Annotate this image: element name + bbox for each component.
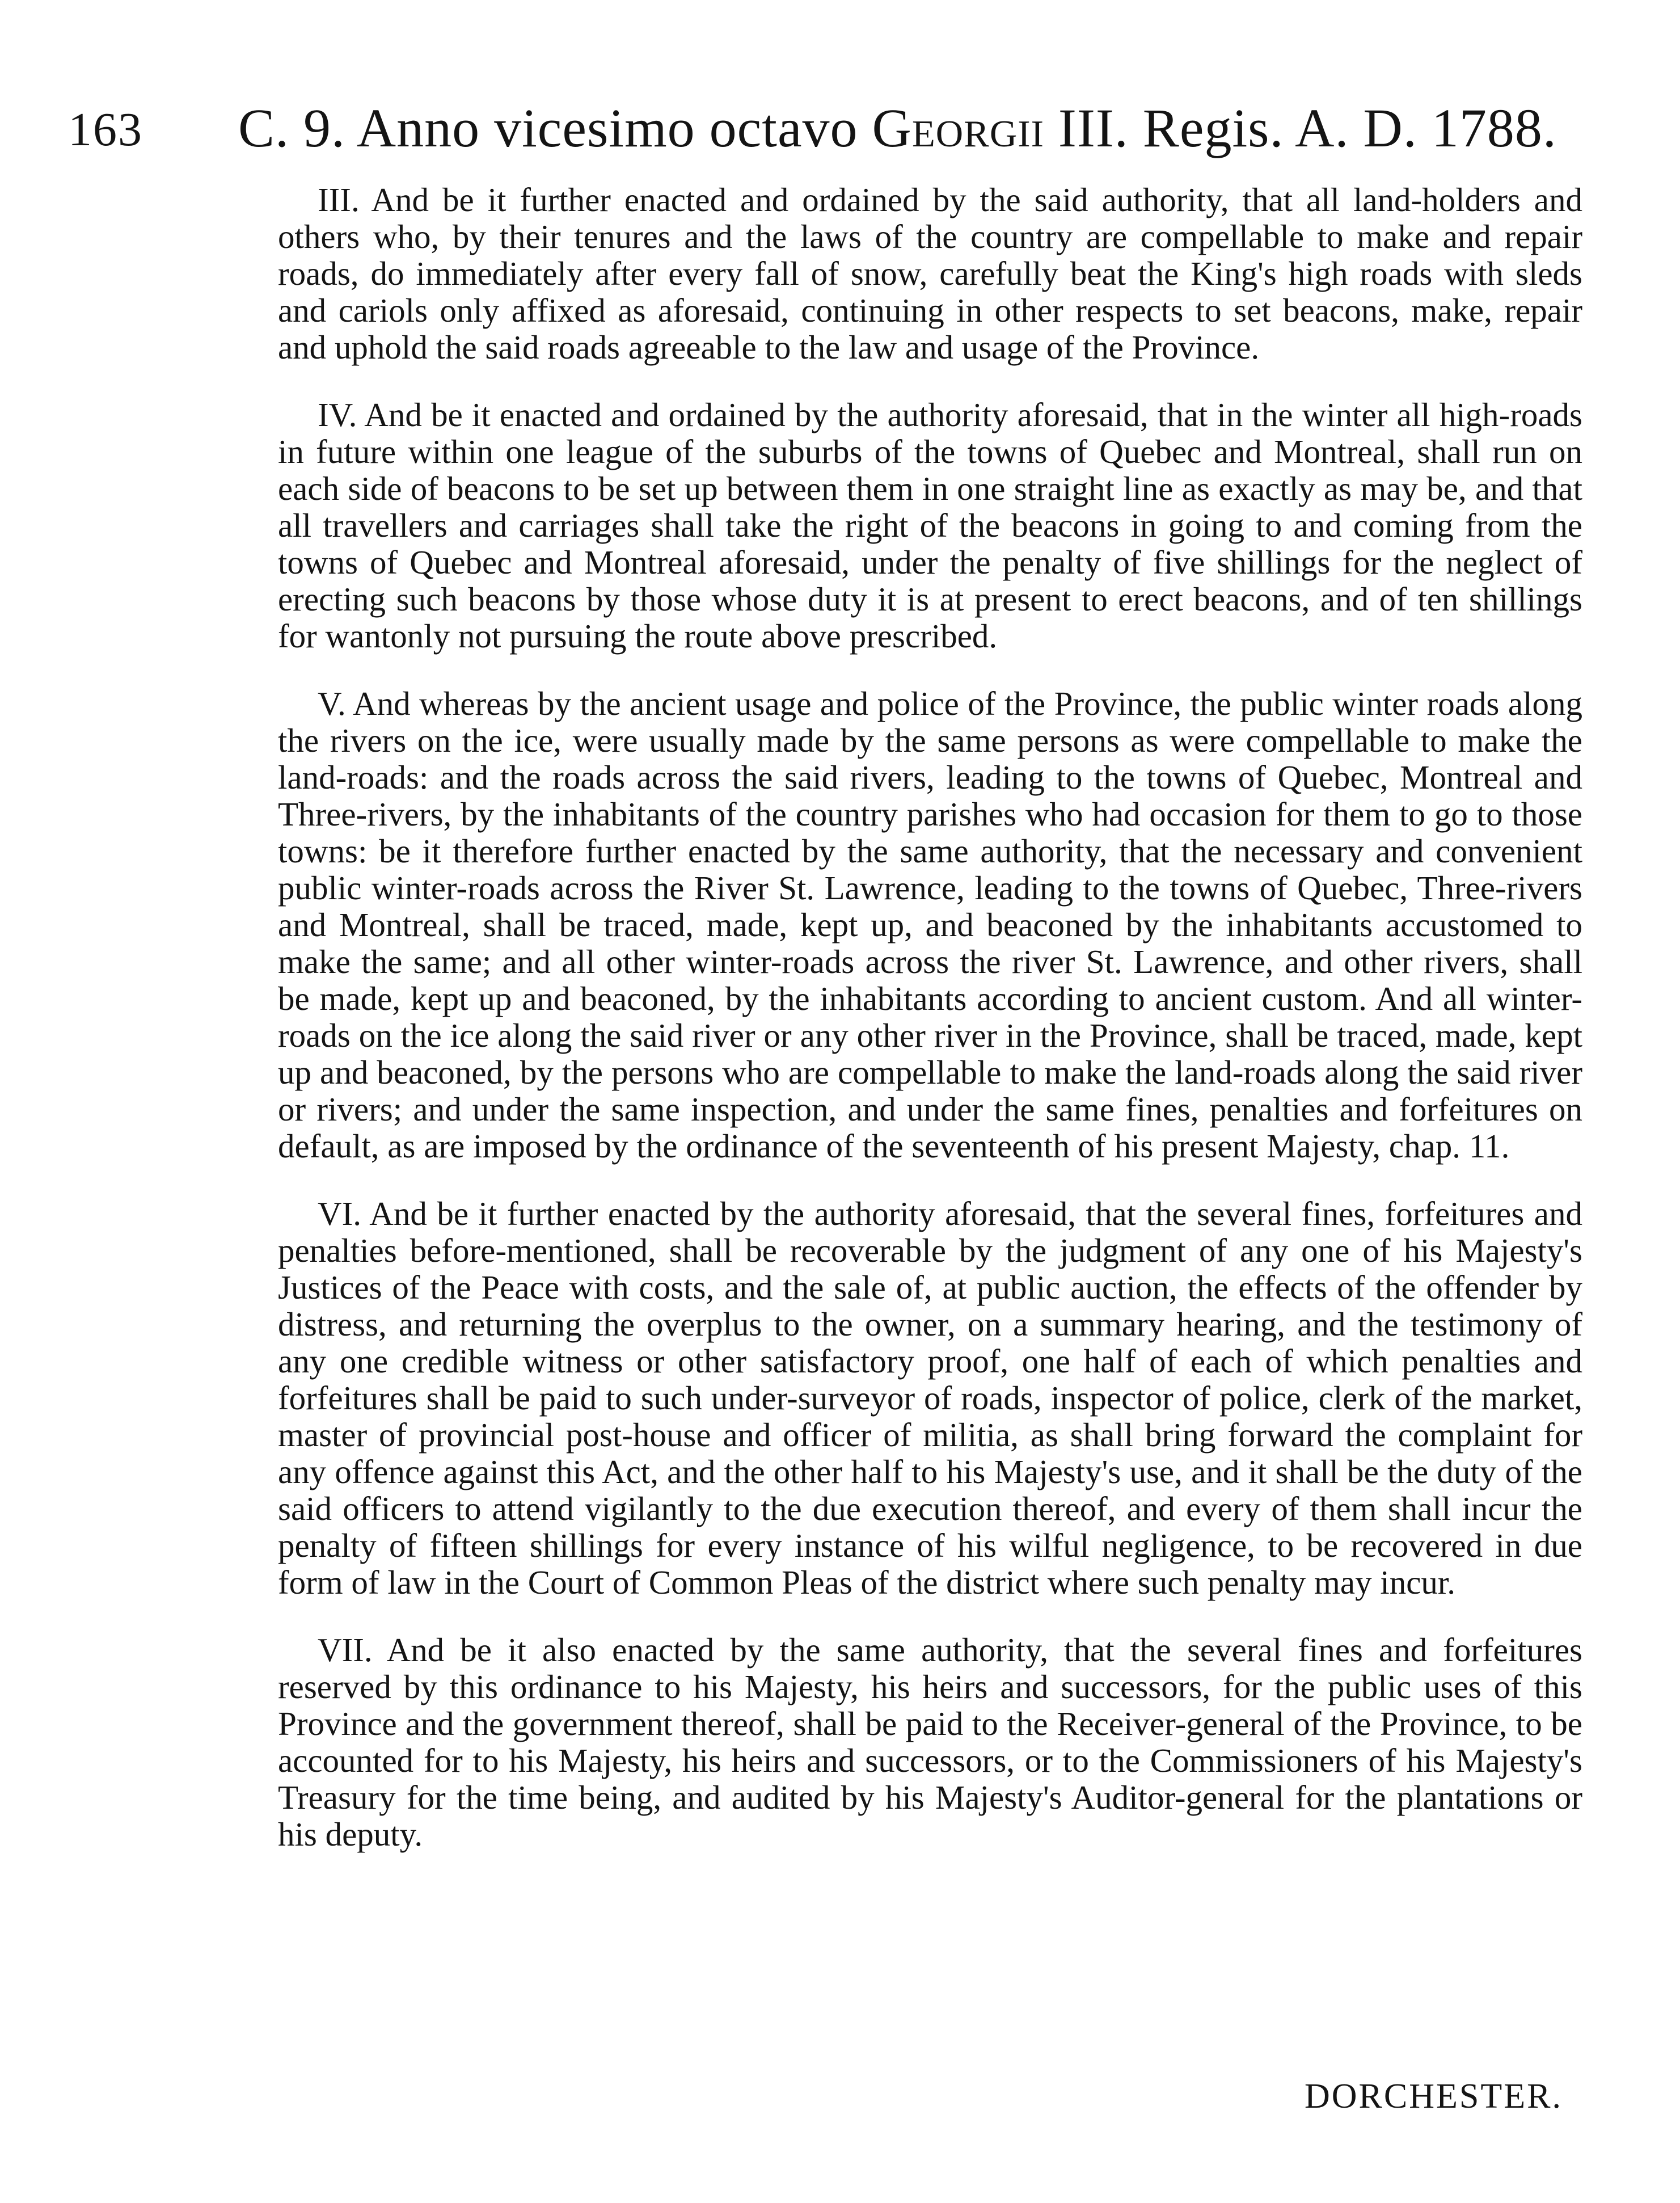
chapter-number: C. 9. (238, 98, 346, 158)
running-head (238, 96, 1557, 159)
section-text: VII. And be it also enacted by the same authority, that the several fines and forfeitures reserved by this ordinance to his Majesty, his heirs and successors, for the public uses of this Province and the government thereof, shall be paid to the Receiver-general of the Province, to be accounted for to his Majesty, his heirs and successors, or to the Commissioners of his Majesty's Treasury for the time being, and audited by his Majesty's Auditor-general for the plantations or his deputy. (278, 1631, 1582, 1853)
page-header (68, 96, 1599, 176)
year: 1788. (1431, 98, 1557, 158)
title-prefix: Anno vicesimo octavo (356, 98, 858, 158)
section-text: V. And whereas by the ancient usage and police of the Province, the public winter roads along the rivers on the ice, were usually made by the same persons as were compellable to make the land-roads: and the roads across the said rivers, leading to the towns of Quebec, Montreal and Three-rivers, by the inhabitants of the country parishes who had occasion for them to go to those towns: be it therefore further enacted by the same authority, that the necessary and convenient public winter-roads across the River St. Lawrence, leading to the towns of Quebec, Three-rivers and Montreal, shall be traced, made, kept up, and beaconed by the inhabitants accustomed to make the same; and all other winter-roads across the river St. Lawrence, and other rivers, shall be made, kept up and beaconed, by the inhabitants according to ancient custom. And all winter-roads on the ice along the said river or any other river in the Province, shall be traced, made, kept up and beaconed, by the persons who are compellable to make the land-roads along the said river or rivers; and under the same inspection, and under the same fines, penalties and forfeitures on default, as are imposed by the ordinance of the seventeenth of his present Majesty, chap. 11. (278, 685, 1582, 1165)
regnal-label: III. Regis. (1058, 98, 1284, 158)
signature: DORCHESTER. (1305, 2077, 1563, 2116)
section-iii (278, 182, 1582, 366)
year-label: A. D. (1295, 98, 1417, 158)
page-number: 163 (68, 103, 143, 156)
section-text: III. And be it further enacted and ordained by the said authority, that all land-holders and others who, by their tenures and the laws of the country are compellable to make and repair roads, do immediately after every fall of snow, carefully beat the King's high roads with sleds and cariols only affixed as aforesaid, continuing in other respects to set beacons, make, repair and uphold the said roads agreeable to the law and usage of the Province. (278, 181, 1582, 366)
section-vi (278, 1195, 1582, 1601)
section-text: VI. And be it further enacted by the authority aforesaid, that the several fines, forfeitures and penalties before-mentioned, shall be recoverable by the judgment of any one of his Majesty's Justices of the Peace with costs, and the sale of, at public auction, the effects of the offender by distress, and returning the overplus to the owner, on a summary hearing, and the testimony of any one credible witness or other satisfactory proof, one half of each of which penalties and forfeitures shall be paid to such under-surveyor of roads, inspector of police, clerk of the market, master of provincial post-house and officer of militia, as shall bring forward the complaint for any offence against this Act, and the other half to his Majesty's use, and it shall be the duty of the said officers to attend vigilantly to the due execution thereof, and every of them shall incur the penalty of fifteen shillings for every instance of his wilful negligence, to be recovered in due form of law in the Court of Common Pleas of the district where such penalty may incur. (278, 1195, 1582, 1601)
section-vii (278, 1632, 1582, 1853)
section-text: IV. And be it enacted and ordained by the authority aforesaid, that in the winter all high-roads in future within one league of the suburbs of the towns of Quebec and Montreal, shall run on each side of beacons to be set up between them in one straight line as exactly as may be, and that all travellers and carriages shall take the right of the beacons in going to and coming from the towns of Quebec and Montreal aforesaid, under the penalty of five shillings for the neglect of erecting such beacons by those whose duty it is at present to erect beacons, and of ten shillings for wantonly not pursuing the route above prescribed. (278, 396, 1582, 655)
monarch-name: Georgii (872, 98, 1044, 158)
section-v (278, 685, 1582, 1165)
ordinance-body (278, 182, 1582, 1884)
section-iv (278, 397, 1582, 655)
